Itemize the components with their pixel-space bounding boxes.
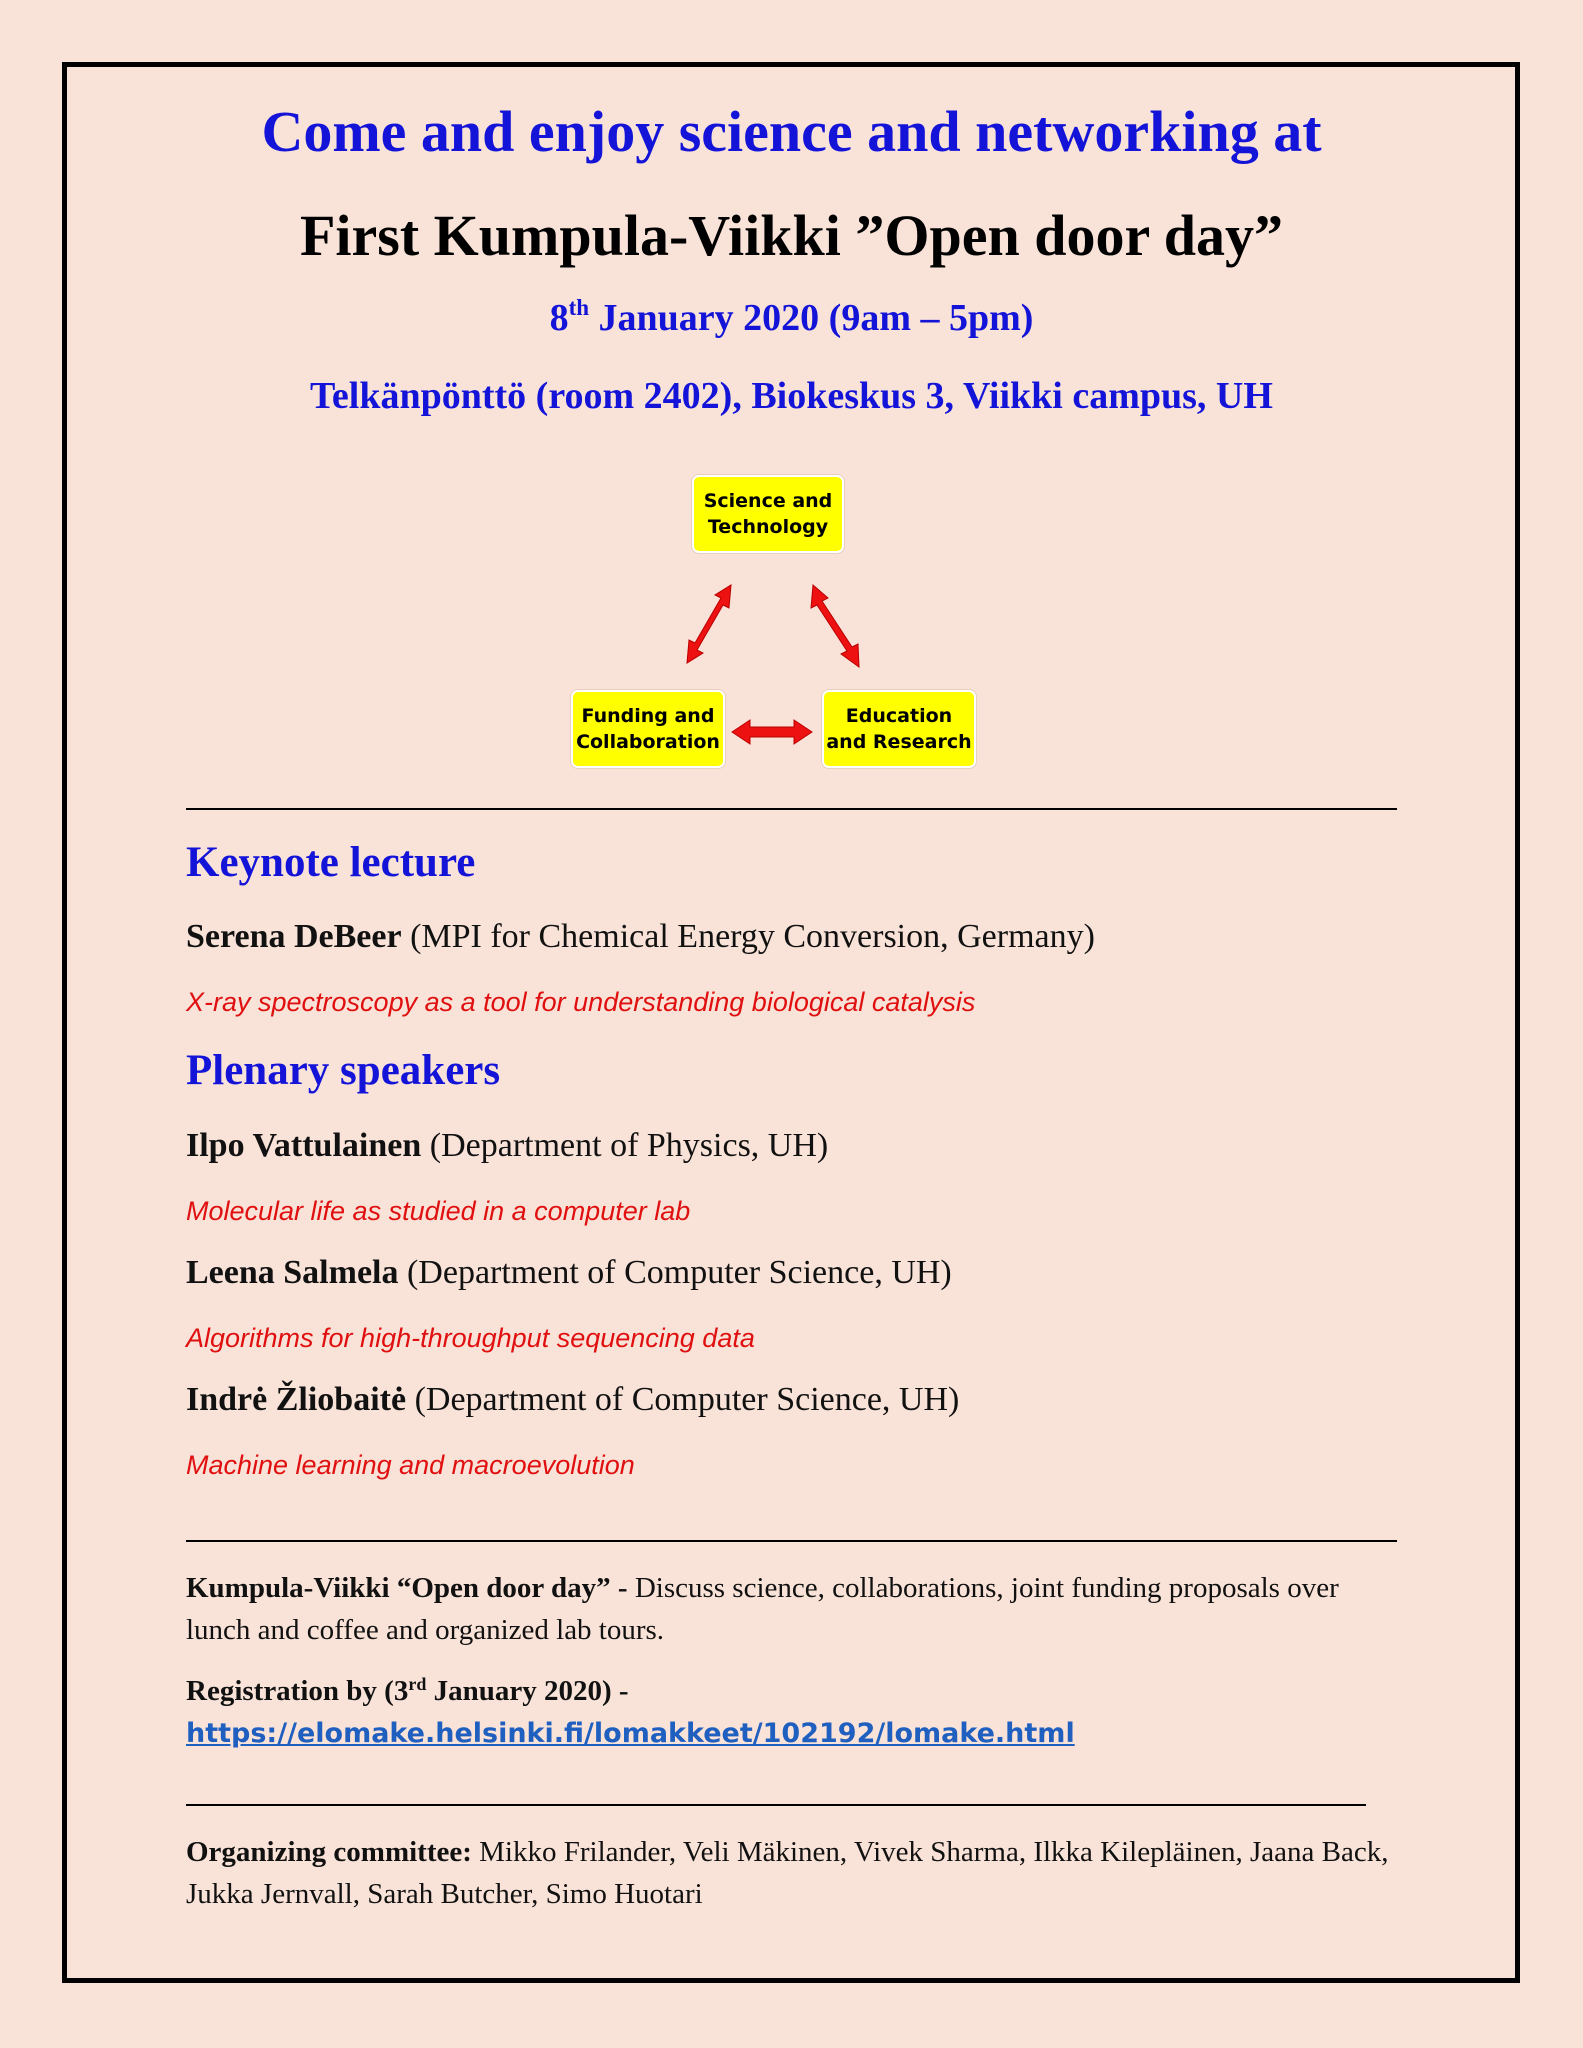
divider-middle bbox=[186, 1540, 1397, 1542]
registration bbox=[186, 1670, 1396, 1755]
plenary-talk-1: Molecular life as studied in a computer lab bbox=[186, 1196, 691, 1226]
divider-top bbox=[186, 808, 1397, 810]
box-science-line2: Technology bbox=[707, 516, 829, 538]
plenary-speaker-3 bbox=[186, 1381, 959, 1419]
date-day: 8 bbox=[549, 297, 569, 339]
committee-label: Organizing committee: bbox=[186, 1836, 472, 1868]
box-education-research bbox=[822, 690, 976, 768]
registration-pre: Registration by (3 bbox=[186, 1675, 409, 1707]
registration-sup: rd bbox=[408, 1674, 427, 1694]
plenary-talk-2: Algorithms for high-throughput sequencing data bbox=[186, 1323, 755, 1353]
committee-paragraph bbox=[186, 1831, 1396, 1915]
plenary-speaker-2 bbox=[186, 1254, 952, 1292]
keynote-title: Keynote lecture bbox=[186, 839, 476, 886]
box-funding-collaboration bbox=[571, 690, 725, 768]
date-rest: January 2020 (9am – 5pm) bbox=[589, 297, 1034, 339]
speaker-name: Indrė Žliobaitė bbox=[186, 1381, 407, 1418]
event-venue: Telkänpönttö (room 2402), Biokeskus 3, Viikki campus, UH bbox=[310, 375, 1273, 417]
plenary-talk-3: Machine learning and macroevolution bbox=[186, 1450, 635, 1480]
keynote-name: Serena DeBeer bbox=[186, 918, 402, 955]
arrow-bottom-horizontal bbox=[732, 720, 812, 744]
event-title: First Kumpula-Viikki ”Open door day” bbox=[300, 203, 1283, 268]
date-sup: th bbox=[568, 295, 590, 320]
cycle-diagram bbox=[560, 470, 1000, 770]
speaker-affiliation: (Department of Computer Science, UH) bbox=[398, 1254, 952, 1291]
info-lead: Kumpula-Viikki “Open door day” - bbox=[186, 1572, 628, 1604]
info-paragraph bbox=[186, 1567, 1396, 1651]
registration-link[interactable]: https://elomake.helsinki.fi/lomakkeet/102192/lomake.html bbox=[186, 1718, 1075, 1749]
registration-post: January 2020) - bbox=[426, 1675, 629, 1707]
keynote-talk: X-ray spectroscopy as a tool for understanding biological catalysis bbox=[186, 987, 976, 1017]
headline: Come and enjoy science and networking at bbox=[261, 99, 1322, 164]
box-science-line1: Science and bbox=[703, 490, 833, 512]
keynote-speaker bbox=[186, 918, 1095, 956]
speaker-name: Leena Salmela bbox=[186, 1254, 399, 1291]
box-funding-line2: Collaboration bbox=[576, 731, 720, 753]
box-education-line2: and Research bbox=[826, 731, 972, 753]
box-funding-line1: Funding and bbox=[581, 705, 715, 727]
keynote-affiliation: (MPI for Chemical Energy Conversion, Germany) bbox=[401, 918, 1095, 955]
event-date bbox=[0, 296, 1583, 340]
committee-members: Mikko Frilander, Veli Mäkinen, Vivek Sharma, Ilkka Kilepläinen, Jaana Back, Jukka Jernvall, Sarah Butcher, Simo Huotari bbox=[186, 1836, 1389, 1910]
speaker-affiliation: (Department of Computer Science, UH) bbox=[406, 1381, 960, 1418]
box-education-line1: Education bbox=[845, 705, 953, 727]
plenary-speaker-1 bbox=[186, 1127, 828, 1165]
speaker-name: Ilpo Vattulainen bbox=[186, 1127, 422, 1164]
divider-bottom bbox=[186, 1804, 1366, 1806]
info-text: Discuss science, collaborations, joint funding proposals over lunch and coffee and organized lab tours. bbox=[186, 1572, 1339, 1646]
plenary-title: Plenary speakers bbox=[186, 1047, 501, 1094]
box-science-technology bbox=[692, 475, 844, 553]
arrow-left-diagonal bbox=[687, 585, 731, 663]
registration-label bbox=[186, 1675, 629, 1707]
arrow-right-diagonal bbox=[811, 585, 859, 667]
speaker-affiliation: (Department of Physics, UH) bbox=[421, 1127, 829, 1164]
